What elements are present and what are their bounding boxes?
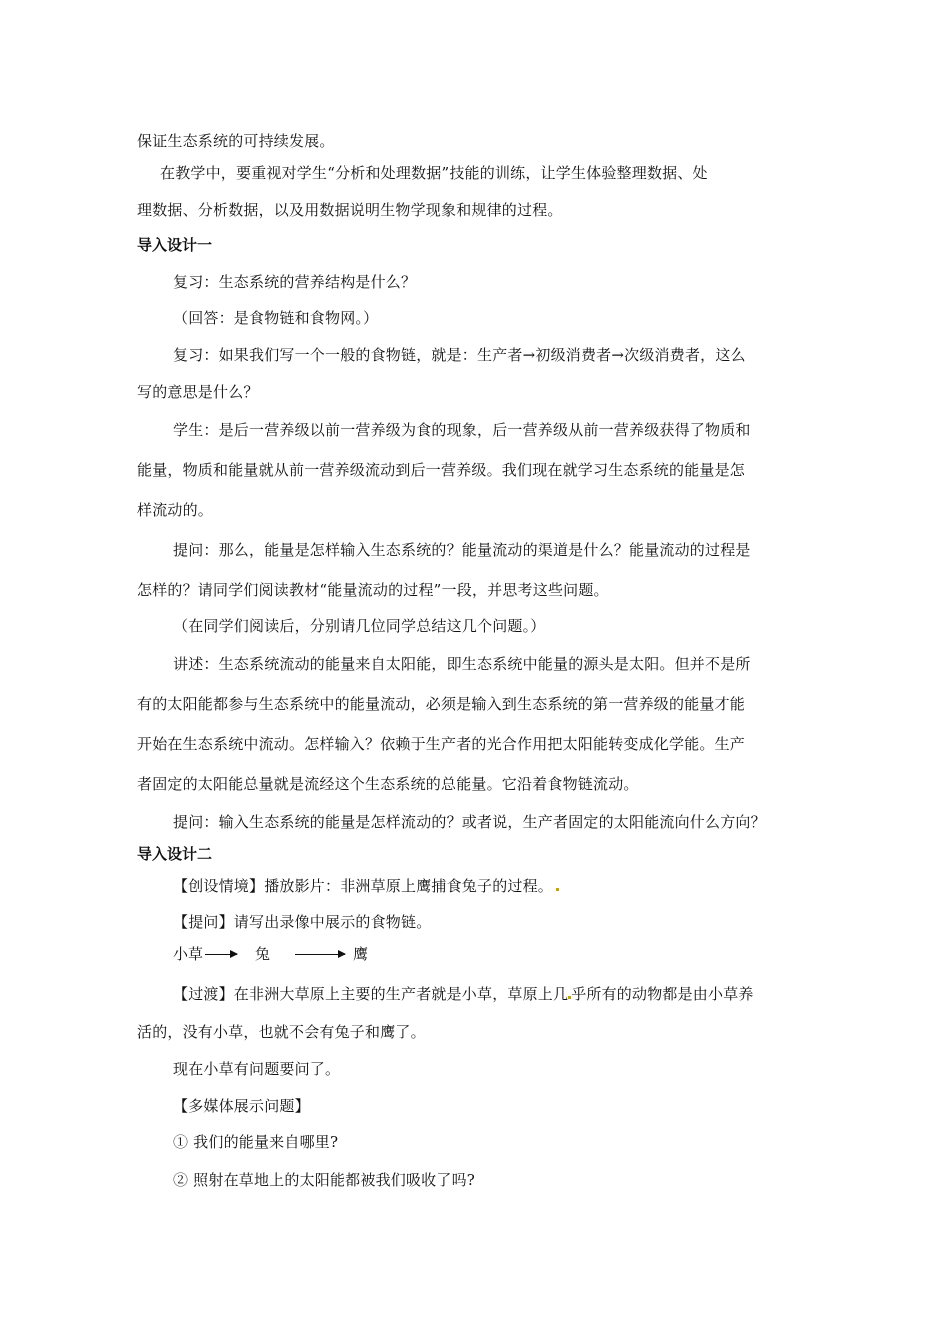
text-line: 【多媒体展示问题】	[173, 1097, 310, 1115]
text-line: 有的太阳能都参与生态系统中的能量流动，必须是输入到生态系统的第一营养级的能量才能	[137, 695, 746, 713]
chain-node-grass: 小草	[173, 945, 204, 963]
text-span: 【过渡】在非洲大草原上主要的生产者就是小草，草原上几	[173, 985, 569, 1003]
text-line: 提问：那么，能量是怎样输入生态系统的？能量流动的渠道是什么？能量流动的过程是	[173, 541, 751, 559]
text-line: 复习：生态系统的营养结构是什么？	[173, 273, 417, 291]
text-line: 在教学中，要重视对学生“分析和处理数据”技能的训练，让学生体验整理数据、处	[160, 164, 708, 182]
highlight-mark	[556, 888, 559, 891]
text-line: 提问：输入生态系统的能量是怎样流动的？或者说，生产者固定的太阳能流向什么方向？	[173, 813, 766, 831]
chain-node-eagle: 鹰	[353, 945, 369, 963]
chain-node-rabbit: 兔	[255, 945, 271, 963]
text-line: 理数据、分析数据，以及用数据说明生物学现象和规律的过程。	[137, 201, 563, 219]
section-heading: 导入设计二	[137, 845, 213, 863]
text-line: 怎样的？请同学们阅读教材“能量流动的过程”一段，并思考这些问题。	[137, 581, 609, 599]
text-line: 活的，没有小草，也就不会有兔子和鹰了。	[137, 1023, 426, 1041]
list-item: ① 我们的能量来自哪里?	[173, 1133, 339, 1151]
text-line	[173, 984, 754, 1004]
text-line: 讲述：生态系统流动的能量来自太阳能，即生态系统中能量的源头是太阳。但并不是所	[173, 655, 751, 673]
text-line: 【提问】请写出录像中展示的食物链。	[173, 913, 432, 931]
arrow-icon	[295, 954, 345, 955]
text-span: 乎所有的动物都是由小草养	[571, 985, 754, 1003]
food-chain	[173, 944, 433, 966]
text-line: 能量，物质和能量就从前一营养级流动到后一营养级。我们现在就学习生态系统的能量是怎	[137, 461, 746, 479]
section-heading: 导入设计一	[137, 236, 213, 254]
text-span: 【创设情境】播放影片：非洲草原上鹰捕食兔子的过程。	[173, 877, 554, 895]
list-item: ② 照射在草地上的太阳能都被我们吸收了吗?	[173, 1171, 476, 1189]
text-line: 写的意思是什么？	[137, 383, 259, 401]
text-line: 保证生态系统的可持续发展。	[137, 132, 335, 150]
text-line: 现在小草有问题要问了。	[173, 1060, 341, 1078]
text-line: 开始在生态系统中流动。怎样输入？依赖于生产者的光合作用把太阳能转变成化学能。生产	[137, 735, 746, 753]
text-line	[173, 876, 559, 896]
text-line: 者固定的太阳能总量就是流经这个生态系统的总能量。它沿着食物链流动。	[137, 775, 639, 793]
text-line: （回答：是食物链和食物网。）	[173, 309, 379, 327]
text-line: 学生：是后一营养级以前一营养级为食的现象，后一营养级从前一营养级获得了物质和	[173, 421, 751, 439]
arrow-icon	[205, 954, 237, 955]
text-line: 复习：如果我们写一个一般的食物链，就是：生产者→初级消费者→次级消费者，这么	[173, 346, 746, 364]
text-line: 样流动的。	[137, 501, 214, 519]
text-line: （在同学们阅读后，分别请几位同学总结这几个问题。）	[173, 617, 546, 635]
